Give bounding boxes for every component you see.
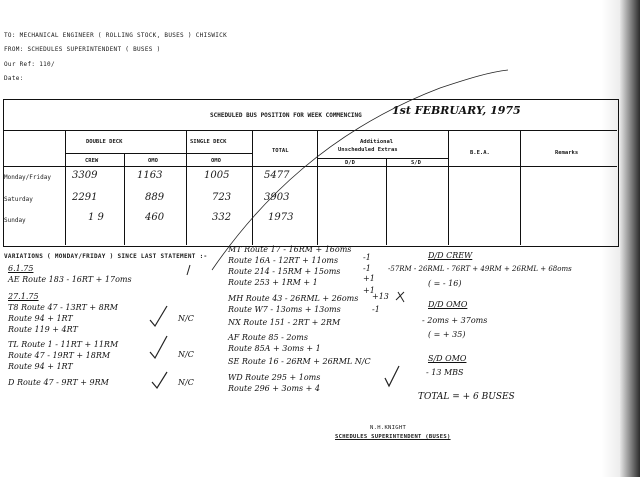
saturday-single-omo: 723 — [212, 192, 232, 203]
header-unscheduled: Unscheduled Extras — [338, 147, 398, 153]
sunday-total: 1973 — [268, 212, 294, 223]
var-left-6: TL Route 1 - 11RT + 11RM — [8, 340, 119, 349]
var-left-9: D Route 47 - 9RT + 9RM — [8, 378, 109, 387]
var-mid-1: Route 16A - 12RT + 11oms — [228, 256, 339, 265]
tick-mark-4 — [385, 366, 399, 386]
var-left-3: T8 Route 47 - 13RT + 8RM — [8, 303, 118, 312]
week-date-handwritten: 1st FEBRUARY, 1975 — [392, 104, 521, 117]
margin-mark-2: +1 — [363, 274, 375, 283]
saturday-omo: 889 — [145, 192, 165, 203]
var-mid-5: Route W7 - 13oms + 13oms — [228, 305, 341, 314]
mon-fri-crew: 3309 — [72, 170, 98, 181]
var-left-1: AE Route 183 - 16RT + 17oms — [8, 275, 132, 284]
header-additional: Additional — [360, 139, 394, 145]
margin-mark-3: +1 — [363, 286, 375, 295]
header-double-deck: DOUBLE DECK — [86, 139, 123, 145]
saturday-crew: 2291 — [72, 192, 98, 203]
var-left-0: 6.1.75 — [8, 264, 34, 273]
nc-mark-2: N/C — [178, 350, 194, 359]
memo-ref: Our Ref: 110/ — [4, 61, 55, 68]
nc-mark-1: N/C — [178, 314, 194, 323]
memo-to: TO: MECHANICAL ENGINEER ( ROLLING STOCK, BUSES ) CHISWICK — [4, 32, 228, 39]
margin-mark-4: +13 — [372, 292, 389, 301]
tick-mark-1 — [150, 306, 167, 326]
var-mid-9: SE Route 16 - 26RM + 26RML N/C — [228, 357, 371, 366]
saturday-total: 3903 — [264, 192, 290, 203]
dd-omo-calc: - 2oms + 37oms — [422, 316, 488, 325]
sd-omo-calc: - 13 MBS — [426, 368, 464, 377]
var-left-5: Route 119 + 4RT — [8, 325, 78, 334]
dd-omo-net: ( = + 35) — [428, 330, 466, 339]
sunday-omo: 460 — [145, 212, 165, 223]
sunday-crew: 1 9 — [88, 212, 104, 223]
sunday-single-omo: 332 — [212, 212, 232, 223]
var-mid-3: Route 253 + 1RM + 1 — [228, 278, 318, 287]
var-mid-10: WD Route 295 + 1oms — [228, 373, 321, 382]
header-omo: OMO — [148, 158, 158, 164]
var-left-7: Route 47 - 19RT + 18RM — [8, 351, 111, 360]
slash-mark — [187, 265, 190, 275]
memo-date: Date: — [4, 75, 24, 82]
var-mid-2: Route 214 - 15RM + 15oms — [228, 267, 341, 276]
row-label-saturday: Saturday — [4, 196, 33, 203]
mon-fri-total: 5477 — [264, 170, 290, 181]
header-sd: S/D — [411, 160, 421, 166]
diagonal-pen-stroke — [212, 70, 508, 270]
header-single-deck: SINGLE DECK — [190, 139, 227, 145]
tick-mark-2 — [150, 336, 167, 358]
header-crew: CREW — [85, 158, 99, 164]
margin-mark-5: -1 — [372, 305, 380, 314]
header-remarks: Remarks — [555, 150, 579, 156]
header-total: TOTAL — [272, 148, 289, 154]
dd-crew-net: ( = - 16) — [428, 279, 462, 288]
var-mid-8: Route 85A + 3oms + 1 — [228, 344, 321, 353]
var-mid-4: MH Route 43 - 26RML + 26oms — [228, 294, 359, 303]
var-mid-11: Route 296 + 3oms + 4 — [228, 384, 321, 393]
signature-name: N.H.KNIGHT — [370, 425, 407, 431]
margin-mark-0: -1 — [363, 253, 371, 262]
header-single-omo: OMO — [211, 158, 221, 164]
var-mid-6: NX Route 151 - 2RT + 2RM — [228, 318, 341, 327]
tick-mark-3 — [152, 372, 167, 388]
dd-omo-heading: D/D OMO — [428, 300, 468, 309]
memo-from: FROM: SCHEDULES SUPERINTENDENT ( BUSES ) — [4, 46, 161, 53]
margin-mark-1: -1 — [363, 264, 371, 273]
variations-heading: VARIATIONS ( MONDAY/FRIDAY ) SINCE LAST STATEMENT :- — [4, 253, 208, 260]
nc-mark-3: N/C — [178, 378, 194, 387]
header-bea: B.E.A. — [470, 150, 490, 156]
cross-mark — [396, 292, 404, 302]
row-label-mon-fri: Monday/Friday — [4, 174, 51, 181]
dd-crew-calc: -57RM - 26RML - 76RT + 49RM + 26RML + 68oms — [388, 265, 572, 273]
table-title: SCHEDULED BUS POSITION FOR WEEK COMMENCING — [210, 112, 362, 119]
var-mid-7: AF Route 85 - 2oms — [228, 333, 308, 342]
sd-omo-heading: S/D OMO — [428, 354, 467, 363]
total-buses: TOTAL = + 6 BUSES — [418, 392, 515, 402]
var-left-4: Route 94 + 1RT — [8, 314, 73, 323]
mon-fri-omo: 1163 — [137, 170, 163, 181]
mon-fri-single-omo: 1005 — [204, 170, 230, 181]
var-left-8: Route 94 + 1RT — [8, 362, 73, 371]
row-label-sunday: Sunday — [4, 217, 26, 224]
var-left-2: 27.1.75 — [8, 292, 39, 301]
header-dd: D/D — [345, 160, 355, 166]
dd-crew-heading: D/D CREW — [428, 251, 473, 260]
signature-title: SCHEDULES SUPERINTENDENT (BUSES) — [335, 434, 451, 440]
var-mid-0: MT Route 17 - 16RM + 16oms — [228, 245, 352, 254]
